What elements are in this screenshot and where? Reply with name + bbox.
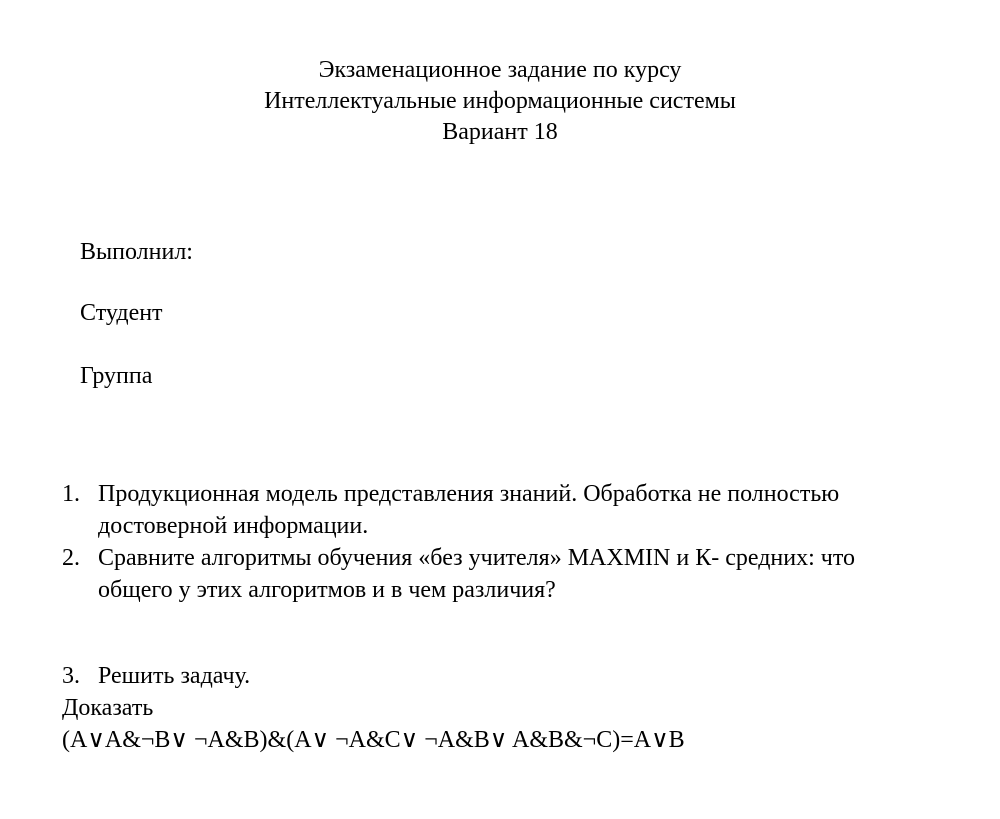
question-text-line: Продукционная модель представления знаний. Обработка не полностью xyxy=(98,481,840,507)
prove-label: Доказать xyxy=(62,695,154,721)
question-text-line: Сравните алгоритмы обучения «без учителя» MAXMIN и К- средних: что xyxy=(98,545,855,571)
header-course-line: Экзаменационное задание по курсу xyxy=(318,57,682,83)
question-item-1 xyxy=(62,478,962,542)
performed-by-label: Выполнил: xyxy=(80,239,193,265)
student-label: Студент xyxy=(80,300,163,326)
question-number: 2. xyxy=(62,545,80,571)
question-number: 1. xyxy=(62,481,80,507)
question-item-2 xyxy=(62,542,962,606)
header-subject-line: Интеллектуальные информационные системы xyxy=(264,88,736,114)
question-text-line: общего у этих алгоритмов и в чем различия? xyxy=(98,577,556,603)
logic-formula: (A∨A&¬B∨ ¬A&B)&(A∨ ¬A&C∨ ¬A&B∨ A&B&¬C)=A∨B xyxy=(62,727,685,753)
task-number: 3. xyxy=(62,663,80,689)
group-label: Группа xyxy=(80,363,153,389)
task-block xyxy=(62,660,685,756)
questions-list xyxy=(62,478,962,606)
task-label: Решить задачу. xyxy=(98,663,251,689)
task-item-3 xyxy=(62,660,685,692)
question-text-line: достоверной информации. xyxy=(98,513,369,539)
document-header xyxy=(0,55,1000,148)
header-variant-line: Вариант 18 xyxy=(442,119,558,145)
